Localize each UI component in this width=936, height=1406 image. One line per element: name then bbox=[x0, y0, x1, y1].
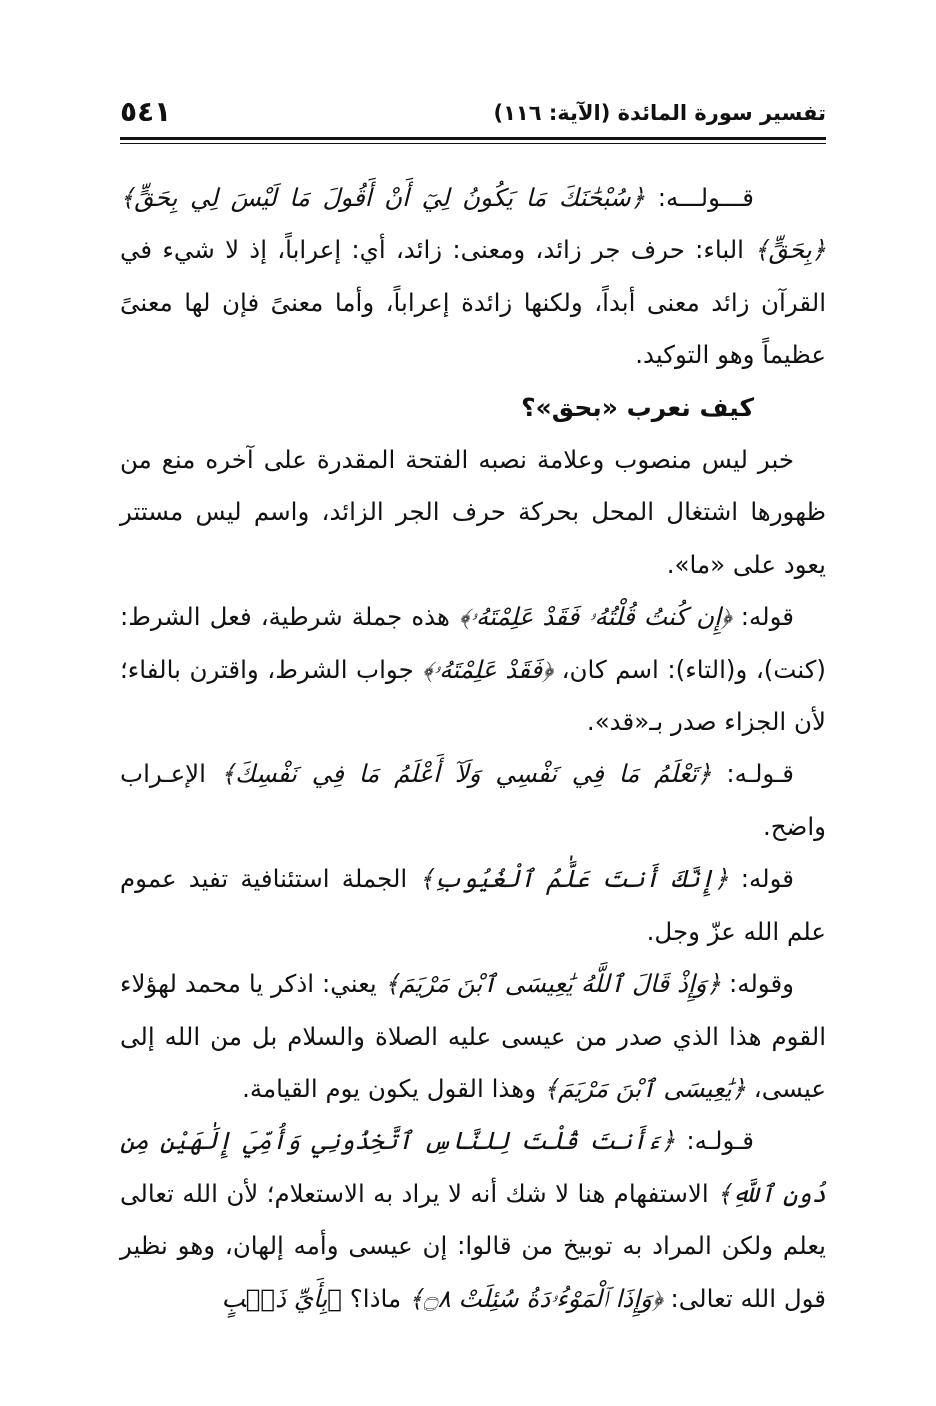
paragraph-1 bbox=[120, 172, 826, 382]
para-lead: قـــولـــه: bbox=[645, 183, 755, 212]
para-text: يعني: اذكر يا محمد لهؤلاء القوم هذا الذي صدر من عيسى عليه الصلاة والسلام بل من الله إلى عيسى، bbox=[120, 969, 826, 1103]
para-lead: وقوله: bbox=[720, 969, 795, 999]
book-page bbox=[120, 95, 826, 1325]
header-rule-thin bbox=[120, 143, 826, 144]
page-header bbox=[120, 95, 826, 131]
para-text: الإعـراب واضح. bbox=[120, 759, 826, 841]
quran-verse: ﴿إِن كُنتُ قُلْتُهُۥ فَقَدْ عَلِمْتَهُۥ﴾ bbox=[458, 602, 732, 632]
quran-verse: ﴿تَعْلَمُ مَا فِي نَفْسِي وَلَآ أَعْلَمُ مَا فِي نَفْسِكَ﴾ bbox=[220, 759, 712, 789]
page-number: ٥٤١ bbox=[120, 95, 172, 128]
paragraph-6 bbox=[120, 958, 826, 1115]
para-lead: قوله: bbox=[731, 602, 794, 632]
quran-verse: ﴿بِحَقٍّ﴾ bbox=[754, 235, 826, 265]
para-text: ماذا؟ bbox=[341, 1283, 409, 1313]
para-text: الجملة استئنافية تفيد عموم علم الله عزّ وجل. bbox=[120, 864, 826, 946]
quran-verse: ﴿وَإِذَا ٱلْمَوْءُۥدَةُ سُئِلَتْ ۝٨﴾ bbox=[408, 1283, 663, 1313]
quran-verse: ﴿بِأَيِّ ذَنۢبٍ bbox=[221, 1283, 342, 1313]
paragraph-4 bbox=[120, 748, 826, 853]
para-text: هذه جملة شرطية، فعل الشرط: (كنت)، و(التاء): اسم كان، bbox=[120, 602, 826, 684]
para-text: الباء: حرف جر زائد، ومعنى: زائد، أي: إعراباً، إذ لا شيء في القرآن زائد معنى أبداً، ولكنها زائدة إعراباً، وأما معنىً فإن لها معنىً عظيماً وهو التوكيد. bbox=[120, 235, 826, 370]
page-body bbox=[120, 172, 826, 1325]
quran-verse: ﴿ءَأَنتَ قُلْتَ لِلنَّاسِ ٱتَّخِذُونِي وَأُمِّيَ إِلَٰهَيْنِ مِن دُونِ ٱللَّهِ﴾ bbox=[120, 1126, 827, 1208]
para-text: وهذا القول يكون يوم القيامة. bbox=[242, 1073, 544, 1103]
paragraph-3 bbox=[120, 591, 826, 748]
quran-verse: ﴿يَٰعِيسَى ٱبْنَ مَرْيَمَ﴾ bbox=[543, 1073, 747, 1103]
header-rule-thick bbox=[120, 137, 826, 140]
running-title: تفسير سورة المائدة (الآية: ١١٦) bbox=[493, 101, 826, 125]
quran-verse: ﴿فَقَدْ عَلِمْتَهُۥ﴾ bbox=[422, 654, 554, 684]
paragraph-2: خبر ليس منصوب وعلامة نصبه الفتحة المقدرة على آخره منع من ظهورها اشتغال المحل بحركة حرف الجر الزائد، واسم ليس مستتر يعود على «ما». bbox=[120, 445, 826, 579]
paragraph-7 bbox=[120, 1115, 826, 1325]
quran-verse: ﴿سُبْحَٰنَكَ مَا يَكُونُ لِيٓ أَنْ أَقُولَ مَا لَيْسَ لِي بِحَقٍّ﴾ bbox=[120, 183, 646, 212]
para-lead: قـولـه: bbox=[675, 1126, 754, 1156]
para-lead: قوله: bbox=[728, 864, 794, 894]
para-text: الاستفهام هنا لا شك أنه لا يراد به الاستعلام؛ لأن الله تعالى يعلم ولكن المراد به توبيخ من قالوا: إن عيسى وأمه إلهان، وهو نظير قول الله تعالى: bbox=[120, 1178, 826, 1313]
quran-verse: ﴿وَإِذْ قَالَ ٱللَّهُ يَٰعِيسَى ٱبْنَ مَرْيَمَ﴾ bbox=[384, 969, 721, 999]
paragraph-5 bbox=[120, 853, 826, 958]
section-heading: كيف نعرب «بحق»؟ bbox=[521, 392, 754, 422]
quran-verse: ﴿إِنَّكَ أَنتَ عَلَّٰمُ ٱلْغُيُوبِ﴾ bbox=[419, 864, 729, 894]
para-lead: قـولـه: bbox=[711, 759, 794, 789]
para-text: جواب الشرط، واقترن بالفاء؛ لأن الجزاء صدر بـ«قد». bbox=[120, 654, 826, 737]
